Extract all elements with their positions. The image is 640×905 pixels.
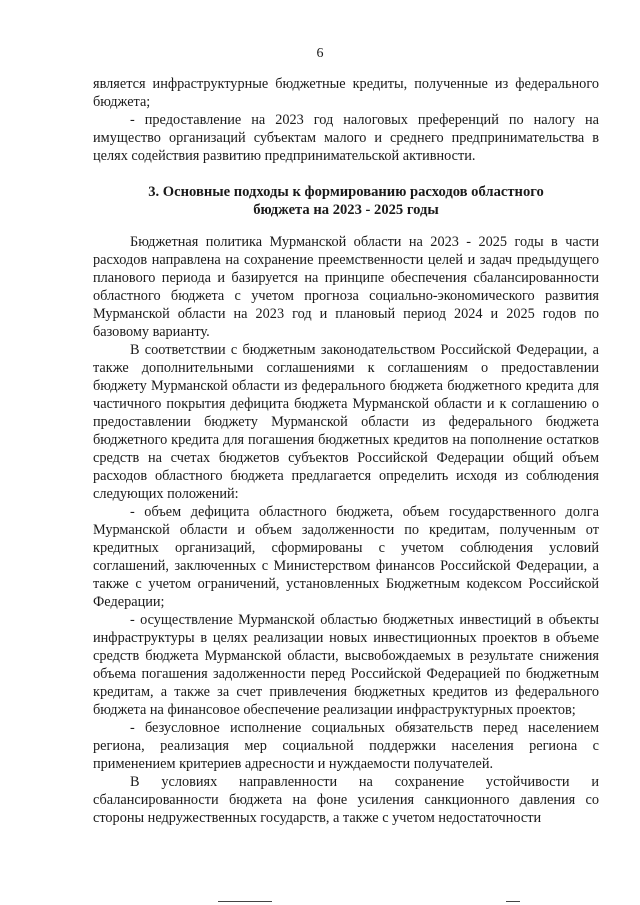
document-body xyxy=(93,75,599,827)
body-paragraph-1: Бюджетная политика Мурманской области на 2023 - 2025 годы в части расходов направлена на сохранение преемственности целей и задач предыдущего планового периода и базируется на принципе обеспечения сбалансированности областного бюджета с учетом прогноза социально-экономического развития Мурманской области на 2023 год и плановый период 2024 и 2025 годов по базовому варианту. xyxy=(93,234,599,340)
section-heading-line-1: 3. Основные подходы к формированию расходов областного xyxy=(148,184,544,200)
intro-paragraph-1: является инфраструктурные бюджетные кредиты, полученные из федерального бюджета; xyxy=(93,76,599,110)
section-heading-line-2: бюджета на 2023 - 2025 годы xyxy=(253,202,439,218)
section-heading xyxy=(93,183,599,219)
intro-paragraph-2: - предоставление на 2023 год налоговых преференций по налогу на имущество организаций субъектам малого и среднего предпринимательства в целях содействия развитию предпринимательской активности. xyxy=(93,112,599,164)
body-paragraph-6: В условиях направленности на сохранение устойчивости и сбалансированности бюджета на фоне усиления санкционного давления со стороны недружественных государств, а также с учетом недостаточности xyxy=(93,774,599,826)
scan-mark xyxy=(506,901,520,902)
scan-mark xyxy=(218,901,272,902)
page-number: 6 xyxy=(316,46,324,61)
body-paragraph-4: - осуществление Мурманской областью бюджетных инвестиций в объекты инфраструктуры в целях реализации новых инвестиционных проектов в объеме средств бюджета Мурманской области, высвобождаемых в результате снижения объема погашения задолженности перед Российской Федерацией по бюджетным кредитам, а также за счет привлечения бюджетных кредитов из федерального бюджета на финансовое обеспечение реализации инфраструктурных проектов; xyxy=(93,612,599,718)
body-paragraph-3: - объем дефицита областного бюджета, объем государственного долга Мурманской области и объем задолженности по кредитам, полученным от кредитных организаций, сформированы с учетом соблюдения условий соглашений, заключенных с Министерством финансов Российской Федерации, а также с учетом ограничений, установленных Бюджетным кодексом Российской Федерации; xyxy=(93,504,599,610)
body-paragraph-5: - безусловное исполнение социальных обязательств перед населением региона, реализация мер социальной поддержки населения региона с применением критериев адресности и нуждаемости получателей. xyxy=(93,720,599,772)
bottom-scan-marks xyxy=(0,897,640,905)
body-paragraph-2: В соответствии с бюджетным законодательством Российской Федерации, а также дополнительными соглашениями к соглашениям о предоставлении бюджету Мурманской области из федерального бюджета бюджетного кредита для частичного покрытия дефицита бюджета Мурманской области и к соглашению о предоставлении бюджету Мурманской области из федерального бюджета бюджетного кредита для погашения бюджетных кредитов на пополнение остатков средств на счетах бюджетов субъектов Российской Федерации общий объем расходов областного бюджета предлагается определить исходя из соблюдения следующих положений: xyxy=(93,342,599,502)
